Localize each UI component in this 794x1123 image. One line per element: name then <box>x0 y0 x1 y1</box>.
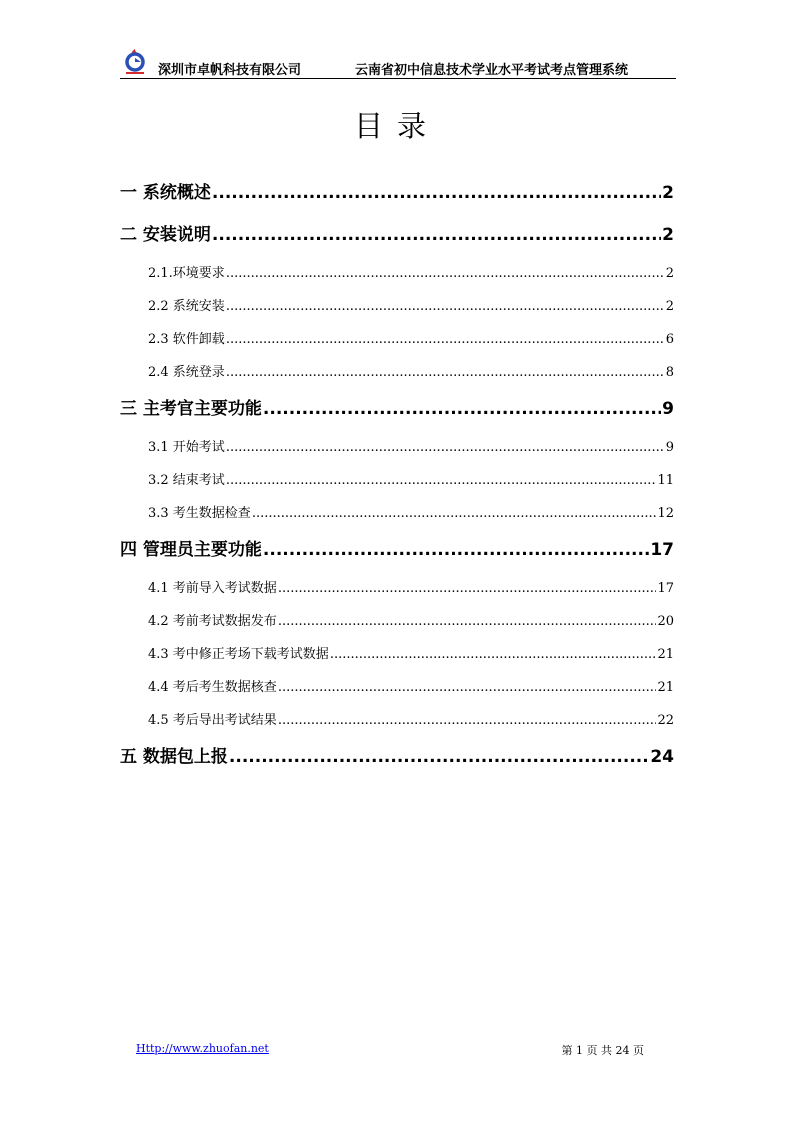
toc-dot-leader <box>226 365 665 380</box>
toc-entry-page: 21 <box>657 647 674 662</box>
toc-dot-leader <box>229 747 649 767</box>
toc-dot-leader <box>212 183 661 203</box>
toc-entry-page: 2 <box>665 299 674 314</box>
toc-entry[interactable] <box>120 436 674 461</box>
toc-entry-page: 2 <box>662 183 674 203</box>
toc-entry[interactable] <box>120 469 674 494</box>
toc-entry-page: 11 <box>657 473 674 488</box>
table-of-contents <box>120 178 674 784</box>
toc-entry-title: 2.1.环境要求 <box>148 266 225 281</box>
toc-dot-leader <box>226 440 665 455</box>
toc-entry-page: 2 <box>662 225 674 245</box>
toc-dot-leader <box>226 473 657 488</box>
toc-dot-leader <box>212 225 661 245</box>
toc-entry-title: 2.2 系统安装 <box>148 299 225 314</box>
toc-dot-leader <box>263 540 649 560</box>
company-logo-icon <box>122 48 148 76</box>
toc-entry[interactable] <box>120 394 674 421</box>
toc-entry[interactable] <box>120 610 674 635</box>
toc-entry-page: 12 <box>657 506 674 521</box>
toc-entry[interactable] <box>120 535 674 562</box>
page-header <box>120 48 676 79</box>
toc-entry[interactable] <box>120 361 674 386</box>
toc-entry[interactable] <box>120 220 674 247</box>
toc-entry-page: 2 <box>665 266 674 281</box>
toc-dot-leader <box>278 680 657 695</box>
toc-entry[interactable] <box>120 709 674 734</box>
toc-dot-leader <box>330 647 657 662</box>
toc-entry-page: 8 <box>665 365 674 380</box>
toc-dot-leader <box>226 266 665 281</box>
toc-entry-title: 4.1 考前导入考试数据 <box>148 581 277 596</box>
toc-entry-page: 17 <box>657 581 674 596</box>
toc-entry-page: 24 <box>650 747 674 767</box>
toc-entry[interactable] <box>120 502 674 527</box>
toc-entry-title: 3.2 结束考试 <box>148 473 225 488</box>
toc-entry[interactable] <box>120 676 674 701</box>
toc-entry[interactable] <box>120 577 674 602</box>
page-title: 目录 <box>353 109 440 143</box>
toc-entry[interactable] <box>120 178 674 205</box>
toc-entry-page: 9 <box>665 440 674 455</box>
company-name: 深圳市卓帆科技有限公司 <box>158 63 302 78</box>
toc-entry-title: 4.2 考前考试数据发布 <box>148 614 277 629</box>
toc-entry-title: 五 数据包上报 <box>120 747 228 767</box>
toc-entry-page: 22 <box>657 713 674 728</box>
toc-entry-title: 4.3 考中修正考场下载考试数据 <box>148 647 329 662</box>
toc-entry-title: 四 管理员主要功能 <box>120 540 262 560</box>
toc-dot-leader <box>263 399 661 419</box>
toc-entry[interactable] <box>120 643 674 668</box>
toc-dot-leader <box>278 581 657 596</box>
toc-entry-page: 20 <box>657 614 674 629</box>
toc-dot-leader <box>278 614 657 629</box>
toc-entry-title: 4.5 考后导出考试结果 <box>148 713 277 728</box>
system-name: 云南省初中信息技术学业水平考试考点管理系统 <box>355 63 629 78</box>
toc-entry[interactable] <box>120 262 674 287</box>
toc-entry[interactable] <box>120 742 674 769</box>
website-link[interactable]: Http://www.zhuofan.net <box>136 1042 269 1055</box>
toc-entry-title: 2.3 软件卸载 <box>148 332 225 347</box>
toc-entry-page: 9 <box>662 399 674 419</box>
toc-entry[interactable] <box>120 295 674 320</box>
toc-entry-title: 4.4 考后考生数据核查 <box>148 680 277 695</box>
toc-entry-page: 17 <box>650 540 674 560</box>
toc-dot-leader <box>226 332 665 347</box>
toc-dot-leader <box>278 713 657 728</box>
toc-entry-title: 2.4 系统登录 <box>148 365 225 380</box>
toc-entry-title: 3.1 开始考试 <box>148 440 225 455</box>
toc-entry-title: 三 主考官主要功能 <box>120 399 262 419</box>
toc-entry-title: 二 安装说明 <box>120 225 211 245</box>
toc-entry-page: 21 <box>657 680 674 695</box>
toc-dot-leader <box>252 506 657 521</box>
page-number: 第 1 页 共 24 页 <box>561 1044 644 1057</box>
toc-entry[interactable] <box>120 328 674 353</box>
toc-entry-title: 一 系统概述 <box>120 183 211 203</box>
toc-dot-leader <box>226 299 665 314</box>
toc-entry-title: 3.3 考生数据检查 <box>148 506 251 521</box>
toc-entry-page: 6 <box>665 332 674 347</box>
